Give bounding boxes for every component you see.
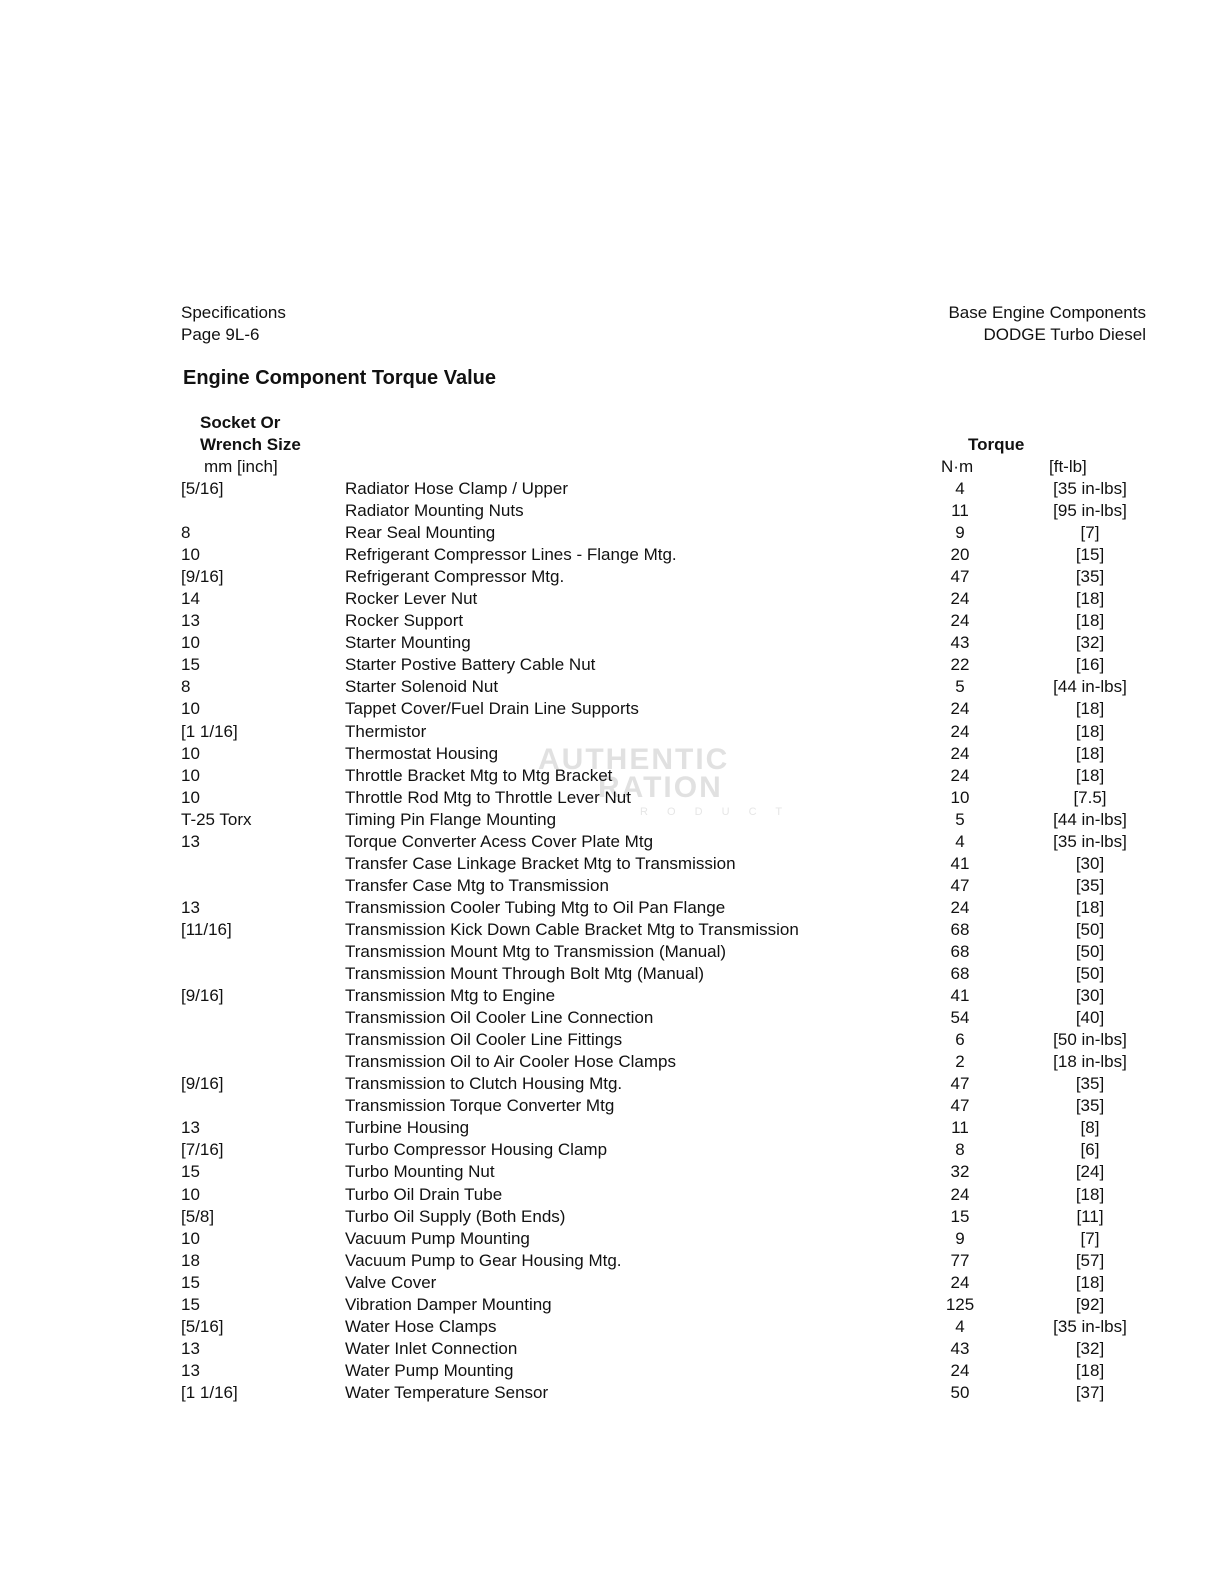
- torque-ftlb-cell: [18]: [1075, 765, 1105, 785]
- table-row: [0, 1007, 1224, 1029]
- table-row: [0, 544, 1224, 566]
- size-cell: 10: [181, 1184, 200, 1204]
- torque-nm-cell: 125: [945, 1294, 975, 1314]
- table-row: [0, 721, 1224, 743]
- table-row: [0, 1316, 1224, 1338]
- torque-nm-cell: 10: [950, 787, 970, 807]
- table-row: [0, 985, 1224, 1007]
- torque-ftlb-cell: [18]: [1075, 743, 1105, 763]
- size-cell: [5/16]: [181, 1316, 224, 1336]
- size-cell: 13: [181, 897, 200, 917]
- torque-nm-cell: 24: [950, 897, 970, 917]
- torque-ftlb-cell: [11]: [1076, 1206, 1104, 1226]
- table-row: [0, 831, 1224, 853]
- torque-nm-cell: 20: [950, 545, 970, 565]
- torque-nm-cell: 50: [950, 1382, 970, 1402]
- table-row: [0, 1073, 1224, 1095]
- torque-ftlb-cell: [40]: [1075, 1008, 1105, 1028]
- table-row: [0, 1184, 1224, 1206]
- torque-nm-cell: 11: [951, 501, 969, 521]
- size-cell: 10: [181, 765, 200, 785]
- torque-ftlb-cell: [18]: [1075, 1272, 1105, 1292]
- torque-ftlb-cell: [44 in-lbs]: [1053, 677, 1127, 697]
- size-cell: 10: [181, 545, 200, 565]
- table-row: [0, 1095, 1224, 1117]
- watermark-line3: R O D U C T: [640, 806, 791, 818]
- size-cell: [9/16]: [181, 1074, 224, 1094]
- torque-ftlb-cell: [50]: [1075, 919, 1105, 939]
- torque-ftlb-cell: [18]: [1075, 699, 1105, 719]
- torque-nm-cell: 43: [950, 633, 970, 653]
- size-cell: [9/16]: [181, 567, 224, 587]
- torque-ftlb-cell: [18]: [1075, 1360, 1105, 1380]
- table-row: [0, 698, 1224, 720]
- torque-ftlb-cell: [18]: [1075, 721, 1105, 741]
- table-row: [0, 941, 1224, 963]
- torque-ftlb-cell: [24]: [1075, 1162, 1105, 1182]
- torque-nm-cell: 4: [955, 1316, 965, 1336]
- table-row: [0, 654, 1224, 676]
- component-cell: Valve Cover: [345, 1272, 437, 1292]
- torque-ftlb-cell: [92]: [1075, 1294, 1105, 1314]
- page-header-left: [181, 302, 286, 346]
- table-row: [0, 809, 1224, 831]
- torque-nm-cell: 4: [955, 479, 965, 498]
- torque-ftlb-cell: [32]: [1075, 633, 1105, 653]
- torque-ftlb-cell: [35 in-lbs]: [1053, 831, 1127, 851]
- component-cell: Turbo Compressor Housing Clamp: [345, 1140, 608, 1160]
- torque-nm-cell: 47: [950, 1096, 970, 1116]
- size-cell: 15: [181, 1162, 200, 1182]
- torque-nm-cell: 6: [955, 1030, 965, 1050]
- component-cell: Transmission Mtg to Engine: [345, 986, 556, 1006]
- torque-ftlb-cell: [35]: [1075, 567, 1105, 587]
- torque-ftlb-cell: [30]: [1075, 986, 1105, 1006]
- component-cell: Turbine Housing: [345, 1118, 470, 1138]
- torque-ftlb-cell: [37]: [1075, 1382, 1105, 1402]
- component-cell: Turbo Oil Drain Tube: [345, 1184, 503, 1204]
- component-cell: Throttle Bracket Mtg to Mtg Bracket: [345, 765, 613, 785]
- table-row: [0, 787, 1224, 809]
- torque-nm-cell: 68: [950, 941, 970, 961]
- table-row: [0, 897, 1224, 919]
- torque-ftlb-cell: [32]: [1075, 1338, 1105, 1358]
- torque-nm-cell: 24: [950, 1272, 970, 1292]
- watermark-line2: RATION: [598, 771, 723, 804]
- column-header-socket: [200, 412, 301, 456]
- size-cell: 13: [181, 1360, 200, 1380]
- table-row: [0, 1228, 1224, 1250]
- size-cell: 10: [181, 787, 200, 807]
- torque-nm-cell: 41: [950, 853, 970, 873]
- torque-nm-cell: 68: [950, 964, 970, 984]
- torque-nm-cell: 5: [955, 677, 965, 697]
- size-cell: 8: [181, 677, 191, 697]
- torque-ftlb-cell: [8]: [1080, 1118, 1100, 1138]
- size-cell: 13: [181, 831, 200, 851]
- torque-nm-cell: 77: [950, 1250, 970, 1270]
- component-cell: Rocker Lever Nut: [345, 589, 478, 609]
- torque-nm-cell: 47: [950, 567, 970, 587]
- table-row: [0, 676, 1224, 698]
- column-header-socket-unit: mm [inch]: [204, 457, 278, 476]
- torque-ftlb-cell: [50 in-lbs]: [1053, 1030, 1127, 1050]
- component-cell: Water Inlet Connection: [345, 1338, 518, 1358]
- page-title: Engine Component Torque Value: [183, 367, 496, 389]
- column-header-ftlb: [ft-lb]: [1049, 457, 1087, 476]
- torque-nm-cell: 47: [950, 875, 970, 895]
- component-cell: Rocker Support: [345, 611, 464, 631]
- component-cell: Transmission Mount Through Bolt Mtg (Manual): [345, 964, 705, 984]
- component-cell: Thermistor: [345, 721, 427, 741]
- torque-nm-cell: 41: [950, 986, 970, 1006]
- table-row: [0, 1360, 1224, 1382]
- component-cell: Starter Solenoid Nut: [345, 677, 499, 697]
- torque-nm-cell: 24: [950, 1360, 970, 1380]
- component-cell: Radiator Hose Clamp / Upper: [345, 479, 568, 498]
- torque-ftlb-cell: [18]: [1075, 589, 1105, 609]
- torque-ftlb-cell: [18]: [1075, 611, 1105, 631]
- column-header-socket-line1: Socket Or: [200, 413, 281, 432]
- size-cell: 13: [181, 1118, 200, 1138]
- torque-table: [0, 478, 1224, 1404]
- torque-ftlb-cell: [35]: [1075, 1074, 1105, 1094]
- manual-label: DODGE Turbo Diesel: [983, 325, 1146, 344]
- watermark-line1: AUTHENTIC: [538, 743, 730, 776]
- component-cell: Starter Postive Battery Cable Nut: [345, 655, 596, 675]
- torque-nm-cell: 5: [955, 809, 965, 829]
- column-header-nm: N·m: [941, 457, 974, 476]
- component-cell: Transmission Cooler Tubing Mtg to Oil Pan Flange: [345, 897, 726, 917]
- table-row: [0, 875, 1224, 897]
- table-row: [0, 588, 1224, 610]
- torque-ftlb-cell: [50]: [1075, 941, 1105, 961]
- size-cell: [11/16]: [181, 919, 232, 939]
- table-row: [0, 1161, 1224, 1183]
- size-cell: 13: [181, 1338, 200, 1358]
- torque-nm-cell: 24: [950, 611, 970, 631]
- component-cell: Water Temperature Sensor: [345, 1382, 549, 1402]
- torque-nm-cell: 15: [950, 1206, 970, 1226]
- torque-ftlb-cell: [16]: [1075, 655, 1105, 675]
- torque-ftlb-cell: [35 in-lbs]: [1053, 479, 1127, 498]
- size-cell: T-25 Torx: [181, 809, 252, 829]
- torque-ftlb-cell: [44 in-lbs]: [1053, 809, 1127, 829]
- table-row: [0, 522, 1224, 544]
- size-cell: [9/16]: [181, 986, 224, 1006]
- torque-ftlb-cell: [35]: [1075, 1096, 1105, 1116]
- torque-nm-cell: 24: [950, 699, 970, 719]
- component-cell: Water Hose Clamps: [345, 1316, 497, 1336]
- torque-ftlb-cell: [7]: [1080, 1228, 1100, 1248]
- component-cell: Refrigerant Compressor Lines - Flange Mtg.: [345, 545, 677, 565]
- torque-ftlb-cell: [18]: [1075, 1184, 1105, 1204]
- size-cell: 14: [181, 589, 200, 609]
- component-cell: Turbo Oil Supply (Both Ends): [345, 1206, 566, 1226]
- table-row: [0, 1139, 1224, 1161]
- size-cell: 18: [181, 1250, 200, 1270]
- component-cell: Transmission Mount Mtg to Transmission (Manual): [345, 941, 727, 961]
- component-cell: Transmission Torque Converter Mtg: [345, 1096, 615, 1116]
- component-cell: Transfer Case Mtg to Transmission: [345, 875, 609, 895]
- section-label: Specifications: [181, 303, 286, 322]
- torque-nm-cell: 24: [950, 743, 970, 763]
- component-cell: Refrigerant Compressor Mtg.: [345, 567, 565, 587]
- component-cell: Transmission Oil Cooler Line Connection: [345, 1008, 654, 1028]
- size-cell: 10: [181, 633, 200, 653]
- torque-ftlb-cell: [18]: [1075, 897, 1105, 917]
- component-cell: Water Pump Mounting: [345, 1360, 514, 1380]
- component-cell: Vacuum Pump Mounting: [345, 1228, 530, 1248]
- torque-nm-cell: 54: [950, 1008, 970, 1028]
- size-cell: [7/16]: [181, 1140, 224, 1160]
- size-cell: [1 1/16]: [181, 1382, 238, 1402]
- size-cell: 15: [181, 655, 200, 675]
- component-cell: Transmission to Clutch Housing Mtg.: [345, 1074, 623, 1094]
- page-number: Page 9L-6: [181, 325, 260, 344]
- size-cell: [5/8]: [181, 1206, 215, 1226]
- table-row: [0, 919, 1224, 941]
- page-header-right: [948, 302, 1146, 346]
- component-cell: Timing Pin Flange Mounting: [345, 809, 557, 829]
- torque-nm-cell: 8: [955, 1140, 965, 1160]
- table-row: [0, 1206, 1224, 1228]
- torque-nm-cell: 47: [950, 1074, 970, 1094]
- torque-ftlb-cell: [57]: [1075, 1250, 1105, 1270]
- table-row: [0, 853, 1224, 875]
- component-cell: Tappet Cover/Fuel Drain Line Supports: [345, 699, 639, 719]
- component-cell: Turbo Mounting Nut: [345, 1162, 495, 1182]
- component-cell: Transmission Oil Cooler Line Fittings: [345, 1030, 623, 1050]
- torque-ftlb-cell: [95 in-lbs]: [1053, 501, 1127, 521]
- size-cell: 10: [181, 743, 200, 763]
- torque-ftlb-cell: [7.5]: [1073, 787, 1107, 807]
- torque-nm-cell: 24: [950, 589, 970, 609]
- torque-nm-cell: 68: [950, 919, 970, 939]
- torque-nm-cell: 2: [955, 1052, 965, 1072]
- component-cell: Transmission Kick Down Cable Bracket Mtg to Transmission: [345, 919, 799, 939]
- torque-ftlb-cell: [50]: [1075, 964, 1105, 984]
- torque-ftlb-cell: [30]: [1075, 853, 1105, 873]
- table-row: [0, 963, 1224, 985]
- table-row: [0, 765, 1224, 787]
- table-row: [0, 1294, 1224, 1316]
- torque-ftlb-cell: [6]: [1080, 1140, 1100, 1160]
- table-row: [0, 1117, 1224, 1139]
- component-cell: Thermostat Housing: [345, 743, 499, 763]
- torque-nm-cell: 11: [951, 1118, 969, 1138]
- component-cell: Vibration Damper Mounting: [345, 1294, 552, 1314]
- torque-ftlb-cell: [35 in-lbs]: [1053, 1316, 1127, 1336]
- table-row: [0, 1382, 1224, 1404]
- torque-nm-cell: 4: [955, 831, 965, 851]
- size-cell: 15: [181, 1294, 200, 1314]
- component-cell: Torque Converter Acess Cover Plate Mtg: [345, 831, 654, 851]
- torque-nm-cell: 22: [950, 655, 970, 675]
- torque-nm-cell: 43: [950, 1338, 970, 1358]
- size-cell: 13: [181, 611, 200, 631]
- component-cell: Starter Mounting: [345, 633, 471, 653]
- component-cell: Vacuum Pump to Gear Housing Mtg.: [345, 1250, 622, 1270]
- table-row: [0, 566, 1224, 588]
- size-cell: [5/16]: [181, 479, 224, 498]
- torque-ftlb-cell: [18 in-lbs]: [1053, 1052, 1127, 1072]
- torque-nm-cell: 32: [950, 1162, 970, 1182]
- size-cell: [1 1/16]: [181, 721, 238, 741]
- column-header-torque: Torque: [968, 435, 1025, 454]
- table-row: [0, 478, 1224, 500]
- torque-ftlb-cell: [15]: [1075, 545, 1105, 565]
- chapter-label: Base Engine Components: [948, 303, 1146, 322]
- table-row: [0, 1338, 1224, 1360]
- table-row: [0, 500, 1224, 522]
- torque-nm-cell: 9: [955, 1228, 965, 1248]
- size-cell: 10: [181, 699, 200, 719]
- size-cell: 15: [181, 1272, 200, 1292]
- torque-nm-cell: 24: [950, 1184, 970, 1204]
- torque-ftlb-cell: [7]: [1080, 523, 1100, 543]
- component-cell: Throttle Rod Mtg to Throttle Lever Nut: [345, 787, 631, 807]
- table-row: [0, 1272, 1224, 1294]
- torque-nm-cell: 24: [950, 721, 970, 741]
- table-row: [0, 1029, 1224, 1051]
- table-row: [0, 610, 1224, 632]
- size-cell: 8: [181, 523, 191, 543]
- column-header-socket-line2: Wrench Size: [200, 435, 301, 454]
- component-cell: Transmission Oil to Air Cooler Hose Clamps: [345, 1052, 676, 1072]
- table-row: [0, 632, 1224, 654]
- torque-ftlb-cell: [35]: [1075, 875, 1105, 895]
- table-row: [0, 1250, 1224, 1272]
- size-cell: 10: [181, 1228, 200, 1248]
- component-cell: Transfer Case Linkage Bracket Mtg to Transmission: [345, 853, 736, 873]
- table-row: [0, 743, 1224, 765]
- component-cell: Radiator Mounting Nuts: [345, 501, 524, 521]
- torque-nm-cell: 24: [950, 765, 970, 785]
- table-row: [0, 1051, 1224, 1073]
- component-cell: Rear Seal Mounting: [345, 523, 496, 543]
- torque-nm-cell: 9: [955, 523, 965, 543]
